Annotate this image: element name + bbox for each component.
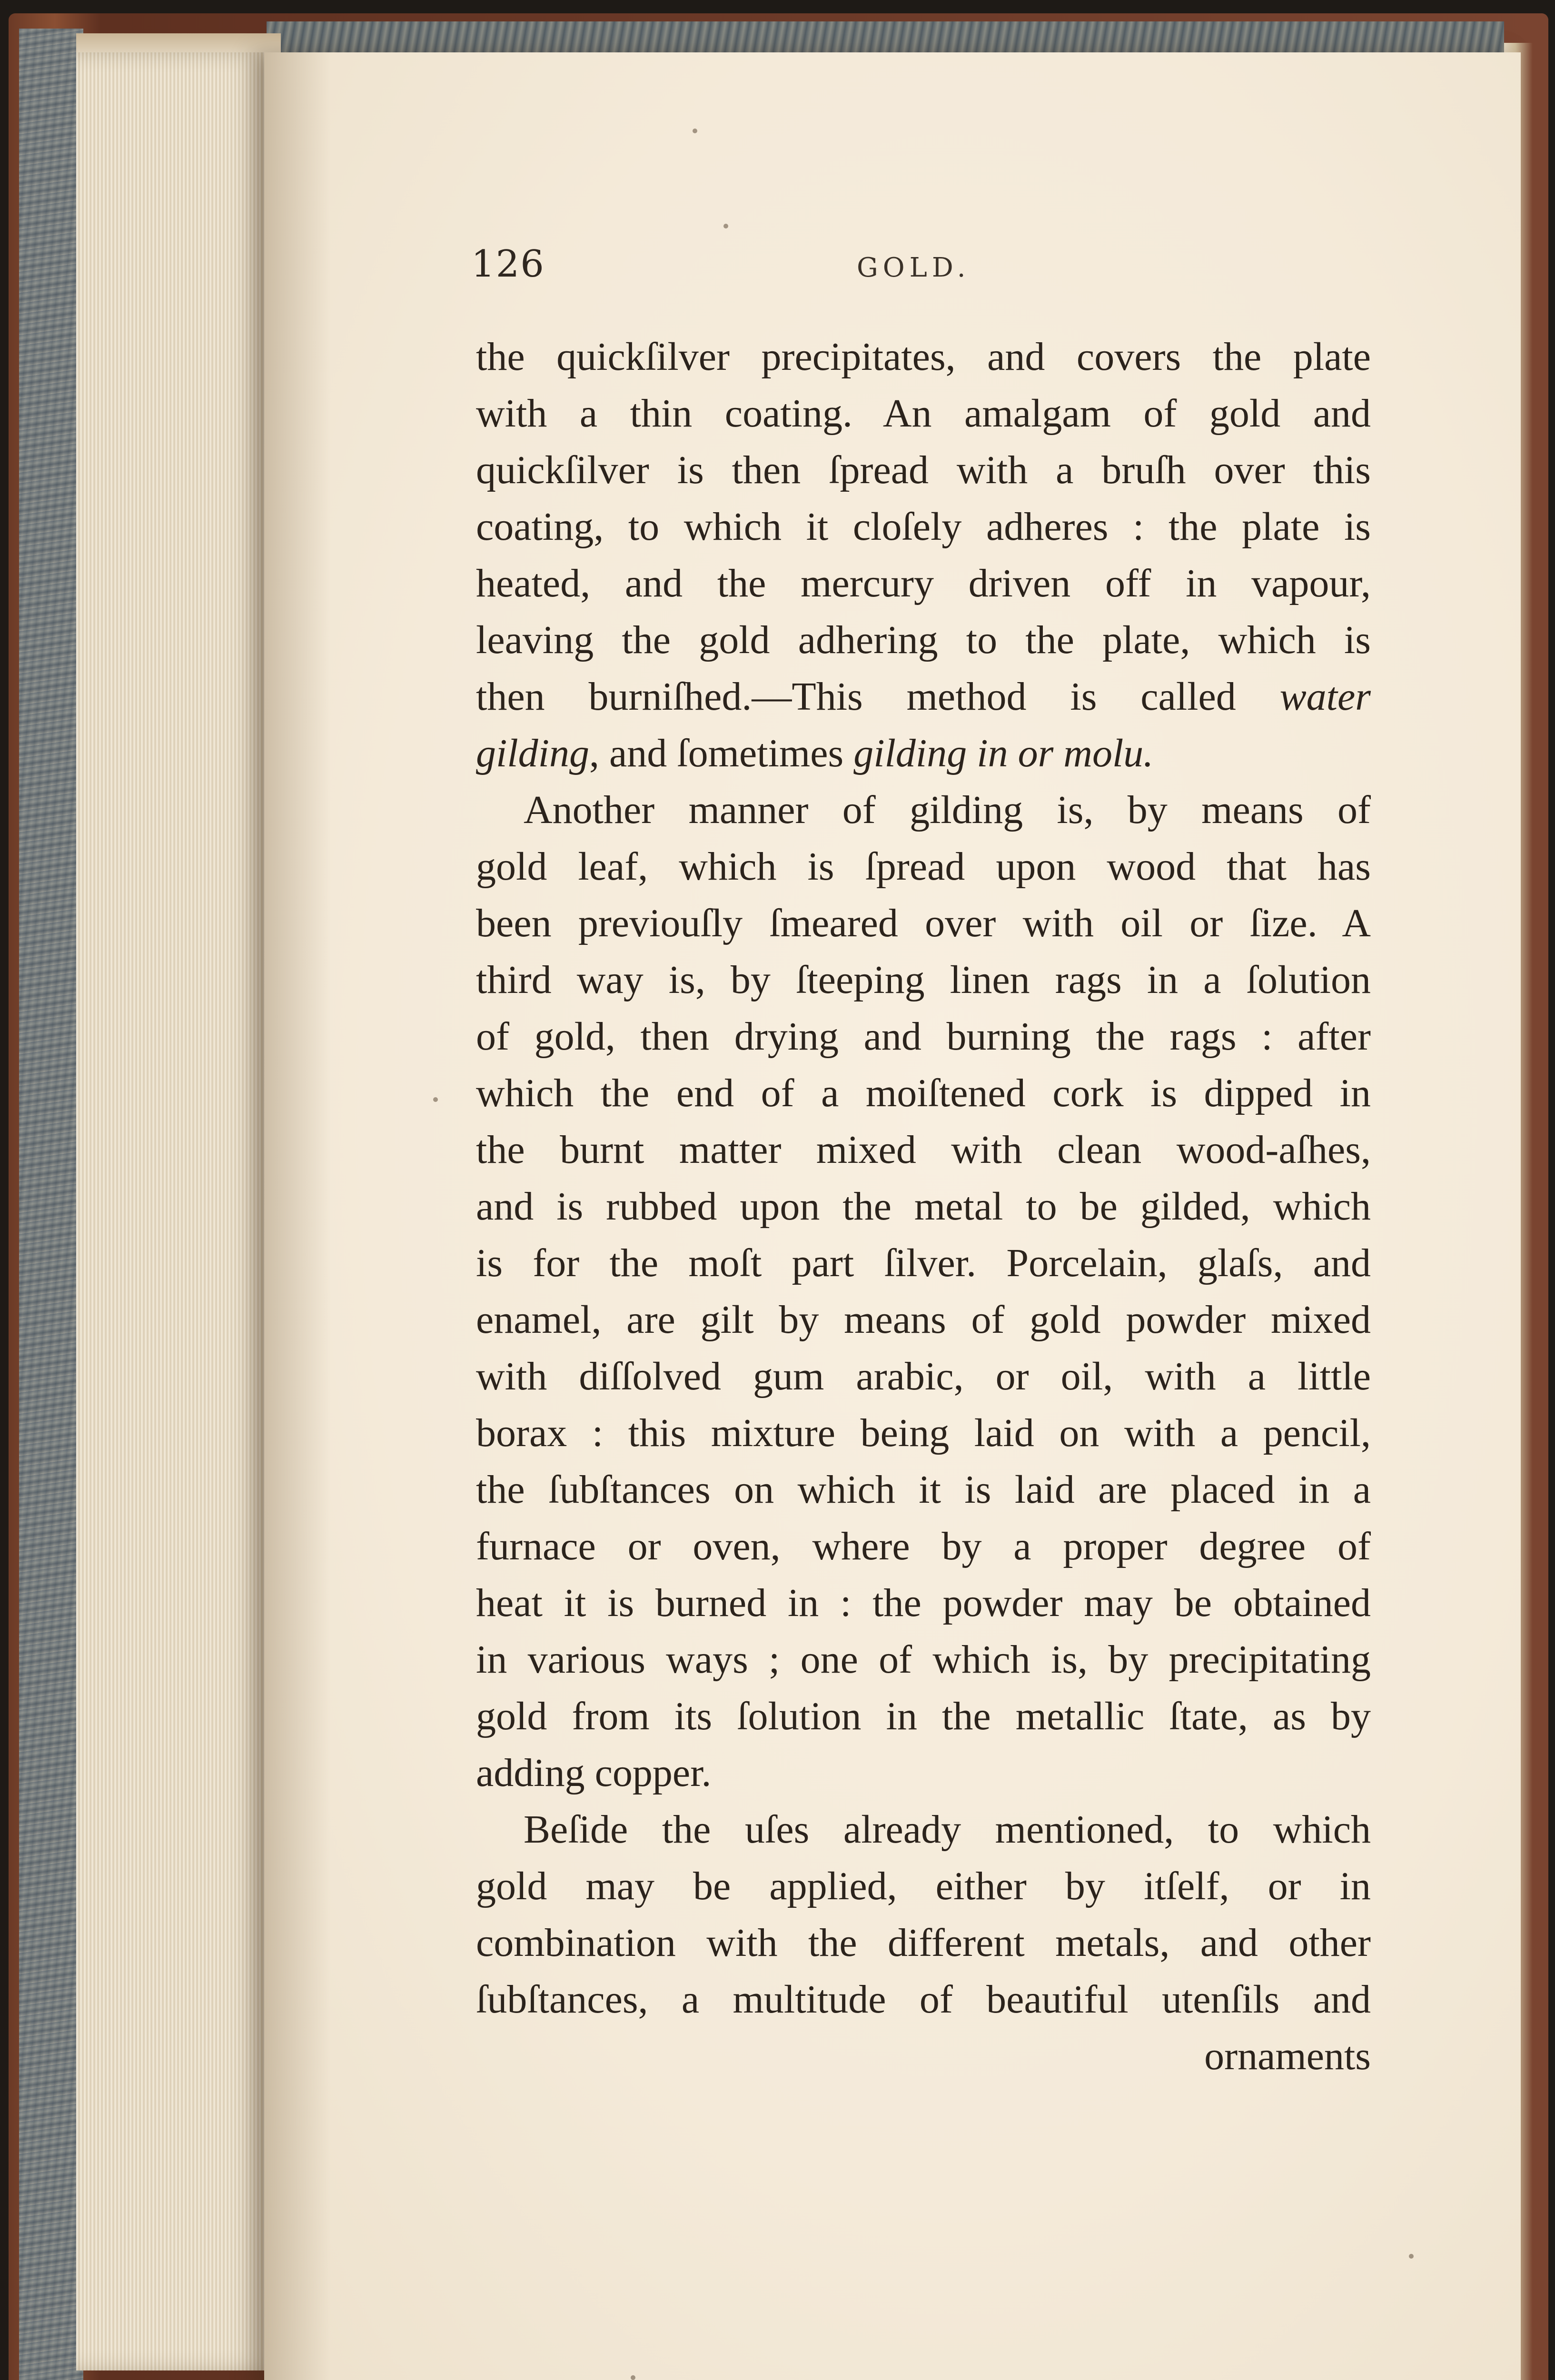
text-line: furnace or oven, where by a proper degree of [476, 1524, 1371, 1568]
page-number: 126 [471, 243, 545, 286]
page-edges [76, 52, 276, 2370]
italic-run: water [1279, 674, 1371, 719]
text-run: then burniſhed.—This method is called [476, 674, 1280, 719]
text-line: the quickſilver precipitates, and covers the plate [476, 335, 1371, 379]
catchword: ornaments [1204, 2034, 1371, 2078]
text-line: in various ways ; one of which is, by precipitating [476, 1637, 1371, 1682]
text-line: enamel, are gilt by means of gold powder mixed [476, 1298, 1371, 1342]
text-line: is for the moſt part ſilver. Porcelain, glaſs, and [476, 1241, 1371, 1285]
text-line [476, 725, 1371, 782]
text-line: with a thin coating. An amalgam of gold and [476, 391, 1371, 436]
text-line: ſubſtances, a multitude of beautiful utenſils and [476, 1977, 1371, 2022]
paper-speck [631, 2375, 635, 2380]
text-line [476, 668, 1371, 725]
text-line: of gold, then drying and burning the rags : after [476, 1014, 1371, 1059]
paragraph-end-line: adding copper. [476, 1751, 712, 1795]
text-line: and is rubbed upon the metal to be gilded, which [476, 1184, 1371, 1229]
gutter-shadow [264, 52, 331, 2380]
paragraph-start-line: Beſide the uſes already mentioned, to which [524, 1807, 1371, 1852]
text-line: the ſubſtances on which it is laid are placed in a [476, 1468, 1371, 1512]
paper-speck [1409, 2254, 1414, 2259]
text-line: been previouſly ſmeared over with oil or ſize. A [476, 901, 1371, 945]
text-run: , and ſometimes [589, 731, 854, 775]
paragraph-start-line: Another manner of gilding is, by means of [524, 788, 1371, 832]
page-body [476, 328, 1371, 2084]
text-line: combination with the different metals, and other [476, 1921, 1371, 1965]
text-line: heat it is burned in : the powder may be obtained [476, 1581, 1371, 1625]
paper-speck [723, 224, 728, 228]
text-line: the burnt matter mixed with clean wood-aſhes, [476, 1128, 1371, 1172]
text-line: quickſilver is then ſpread with a bruſh over this [476, 448, 1371, 492]
text-line: gold from its ſolution in the metallic ſtate, as by [476, 1694, 1371, 1738]
text-line: third way is, by ſteeping linen rags in a ſolution [476, 958, 1371, 1002]
italic-run: gilding [476, 731, 590, 775]
text-line: which the end of a moiſtened cork is dipped in [476, 1071, 1371, 1115]
text-line: with diſſolved gum arabic, or oil, with a little [476, 1354, 1371, 1398]
text-line: borax : this mixture being laid on with a pencil, [476, 1411, 1371, 1455]
text-line: gold may be applied, either by itſelf, or in [476, 1864, 1371, 1908]
marbled-endpaper [19, 29, 83, 2380]
text-line: coating, to which it cloſely adheres : the plate is [476, 505, 1371, 549]
paper-speck [693, 129, 697, 133]
paper-speck [433, 1097, 438, 1102]
running-title: GOLD. [857, 252, 971, 283]
text-line: gold leaf, which is ſpread upon wood that has [476, 844, 1371, 889]
text-line: heated, and the mercury driven off in vapour, [476, 561, 1371, 605]
text-line: leaving the gold adhering to the plate, which is [476, 618, 1371, 662]
italic-run: gilding in or molu. [853, 731, 1154, 775]
